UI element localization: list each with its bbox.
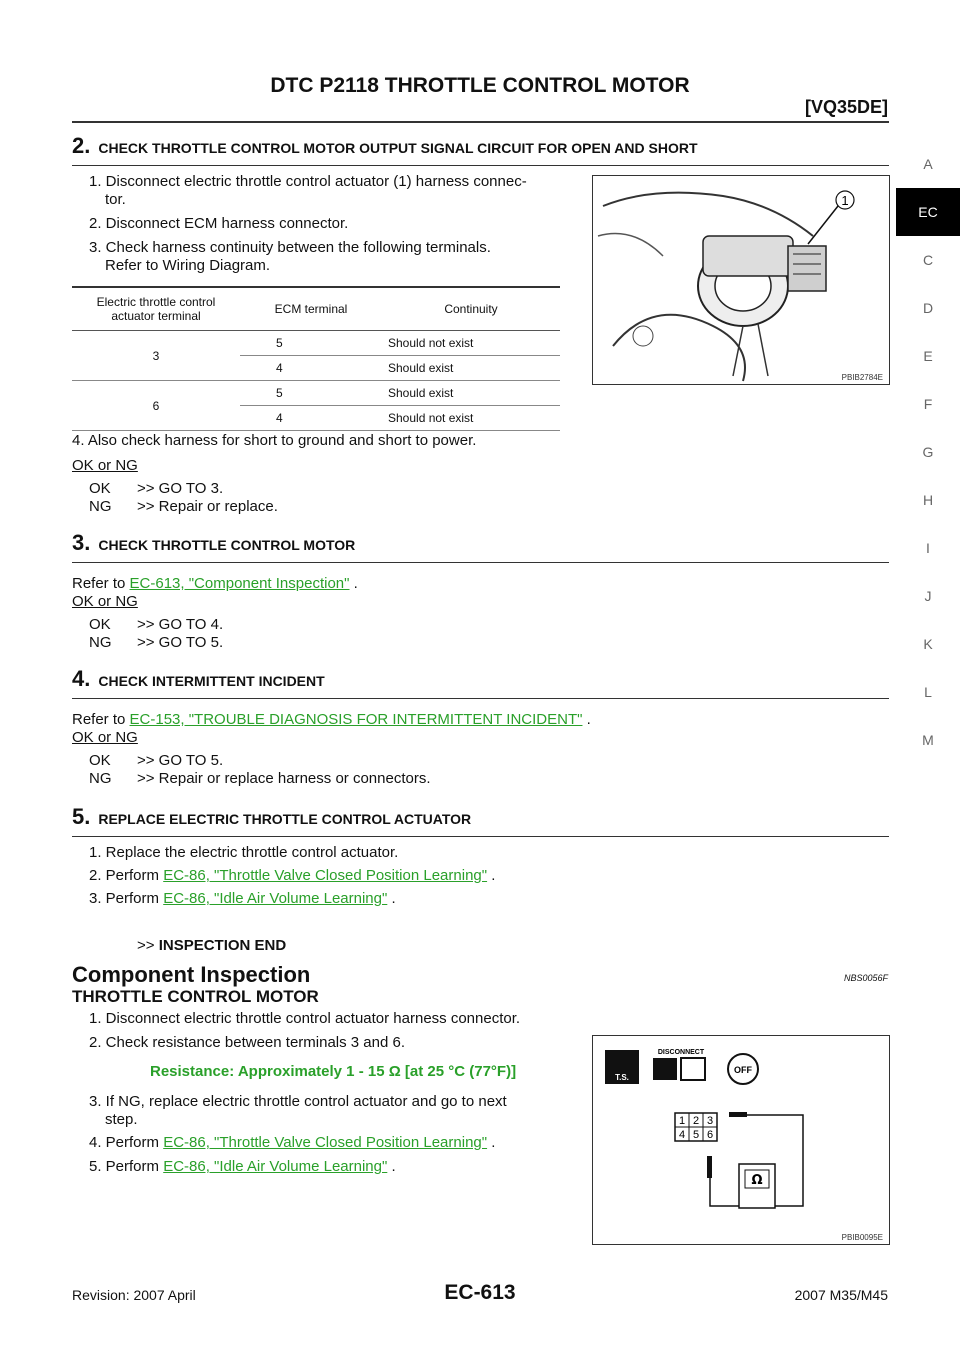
disconnect-icon	[653, 1058, 677, 1080]
section-tab-g[interactable]: G	[922, 444, 934, 460]
step-title: REPLACE ELECTRIC THROTTLE CONTROL ACTUATOR	[98, 811, 472, 827]
column-header: Continuity	[382, 287, 560, 331]
idle-air-volume-learning-link[interactable]: EC-86, "Idle Air Volume Learning"	[163, 890, 388, 907]
resistance-check-figure	[592, 1035, 890, 1245]
step2-instructions	[89, 173, 569, 275]
terminal-label: 3	[706, 1115, 714, 1127]
step3-results	[89, 616, 223, 652]
engine-label: [VQ35DE]	[804, 97, 888, 117]
step-title: CHECK THROTTLE CONTROL MOTOR OUTPUT SIGNAL CIRCUIT FOR OPEN AND SHORT	[98, 140, 698, 156]
inspection-end: >> INSPECTION END	[137, 937, 287, 954]
ok-or-ng-label: OK or NG	[72, 593, 138, 610]
terminal-label: 2	[692, 1115, 700, 1127]
section-tab-a[interactable]: A	[923, 156, 933, 172]
section-tab-ec[interactable]: EC	[896, 188, 960, 236]
table-cell: 5	[240, 381, 382, 406]
svg-text:T.S.: T.S.	[615, 1073, 629, 1082]
section-tab-d[interactable]: D	[922, 300, 934, 316]
comp-item1: 1. Disconnect electric throttle control actuator harness connector.	[89, 1010, 521, 1027]
component-inspection-link[interactable]: EC-613, "Component Inspection"	[129, 575, 350, 592]
list-item: tor.	[105, 191, 126, 208]
step5-item1: 1. Replace the electric throttle control actuator.	[89, 844, 399, 861]
section-tab-m[interactable]: M	[922, 732, 934, 748]
result-row: NG >> Repair or replace.	[89, 498, 278, 515]
callout-label: 1	[841, 193, 849, 208]
resistance-check-diagram	[593, 1036, 889, 1244]
table-cell: Should not exist	[382, 331, 560, 356]
ok-or-ng-label: OK or NG	[72, 729, 138, 746]
list-item: Refer to Wiring Diagram.	[105, 257, 271, 274]
resistance-spec: Resistance: Approximately 1 - 15 Ω [at 25 °C (77°F)]	[150, 1063, 517, 1080]
step-number: 5.	[72, 804, 91, 829]
throttle-actuator-figure	[592, 175, 890, 385]
section-tab-j[interactable]: J	[924, 588, 932, 604]
step2-item4: 4. Also check harness for short to ground and short to power.	[72, 432, 477, 449]
column-header: ECM terminal	[240, 287, 382, 331]
comp-item2: 2. Check resistance between terminals 3 and 6.	[89, 1034, 406, 1051]
component-inspection-title: Component Inspection	[72, 962, 311, 987]
result-row: NG >> GO TO 5.	[89, 634, 224, 651]
header-rule	[72, 121, 889, 123]
step4-heading	[72, 666, 889, 699]
step-number: 3.	[72, 530, 91, 555]
section-code: NBS0056F	[843, 973, 888, 983]
result-row: OK >> GO TO 4.	[89, 616, 224, 633]
table-cell: Should not exist	[382, 406, 560, 431]
table-cell: 4	[240, 356, 382, 381]
page-number: EC-613	[444, 1281, 516, 1304]
result-row: OK >> GO TO 5.	[89, 752, 224, 769]
step-title: CHECK INTERMITTENT INCIDENT	[98, 673, 325, 689]
table-cell: 3	[72, 331, 240, 381]
terminal-label: 1	[678, 1115, 686, 1127]
step4-refer: Refer to EC-153, "TROUBLE DIAGNOSIS FOR INTERMITTENT INCIDENT" .	[72, 711, 591, 728]
step2-heading	[72, 133, 889, 166]
terminal-label: 6	[706, 1129, 714, 1141]
section-tab-e[interactable]: E	[923, 348, 933, 364]
section-tab-i[interactable]: I	[926, 540, 930, 556]
result-row: NG >> Repair or replace harness or connectors.	[89, 770, 431, 787]
step2-results	[89, 480, 278, 516]
step3-refer: Refer to EC-613, "Component Inspection" .	[72, 575, 358, 592]
list-item: 2. Disconnect ECM harness connector.	[89, 215, 349, 232]
step5-heading	[72, 804, 889, 837]
terminal-label: 4	[678, 1129, 686, 1141]
figure-caption: PBIB2784E	[841, 373, 883, 382]
ok-or-ng-label: OK or NG	[72, 457, 138, 474]
list-item: 1. Disconnect electric throttle control actuator (1) harness connec-	[89, 173, 527, 190]
page-title: DTC P2118 THROTTLE CONTROL MOTOR	[270, 74, 690, 97]
step5-item2: 2. Perform EC-86, "Throttle Valve Closed Position Learning" .	[89, 867, 496, 884]
table-row	[72, 381, 560, 406]
section-tab-f[interactable]: F	[923, 396, 933, 412]
model-label: 2007 M35/M45	[794, 1287, 888, 1303]
comp-item4: 4. Perform EC-86, "Throttle Valve Closed Position Learning" .	[89, 1134, 496, 1151]
column-header: Electric throttle control actuator terminal	[72, 287, 240, 331]
table-cell: 6	[72, 381, 240, 431]
table-cell: 4	[240, 406, 382, 431]
section-tab-l[interactable]: L	[924, 684, 932, 700]
section-tab-h[interactable]: H	[922, 492, 934, 508]
step5-item3: 3. Perform EC-86, "Idle Air Volume Learning" .	[89, 890, 396, 907]
comp-item5: 5. Perform EC-86, "Idle Air Volume Learning" .	[89, 1158, 396, 1175]
throttle-valve-learning-link[interactable]: EC-86, "Throttle Valve Closed Position Learning"	[163, 867, 488, 884]
table-cell: 5	[240, 331, 382, 356]
step-number: 4.	[72, 666, 91, 691]
result-row: OK >> GO TO 3.	[89, 480, 224, 497]
section-tab-k[interactable]: K	[923, 636, 933, 652]
section-tab-c[interactable]: C	[922, 252, 934, 268]
throttle-actuator-illustration	[593, 176, 889, 384]
idle-air-volume-learning-link[interactable]: EC-86, "Idle Air Volume Learning"	[163, 1158, 388, 1175]
list-item: 3. Check harness continuity between the following terminals.	[89, 239, 491, 256]
svg-text:OFF: OFF	[734, 1065, 752, 1075]
figure-caption: PBIB0095E	[841, 1233, 883, 1242]
svg-text:Ω: Ω	[751, 1173, 763, 1188]
step3-heading	[72, 530, 889, 563]
table-header-row	[72, 287, 560, 331]
table-row	[72, 331, 560, 356]
section-index	[896, 140, 960, 764]
table-cell: Should exist	[382, 356, 560, 381]
table-cell: Should exist	[382, 381, 560, 406]
revision-label: Revision: 2007 April	[72, 1287, 196, 1303]
step-title: CHECK THROTTLE CONTROL MOTOR	[98, 537, 356, 553]
step-number: 2.	[72, 133, 91, 158]
terminal-label: 5	[692, 1129, 700, 1141]
throttle-motor-subtitle: THROTTLE CONTROL MOTOR	[72, 987, 319, 1006]
throttle-valve-learning-link[interactable]: EC-86, "Throttle Valve Closed Position Learning"	[163, 1134, 488, 1151]
step4-results	[89, 752, 431, 788]
intermittent-incident-link[interactable]: EC-153, "TROUBLE DIAGNOSIS FOR INTERMITTENT INCIDENT"	[129, 711, 583, 728]
disconnect-label: DISCONNECT	[657, 1049, 705, 1056]
continuity-table	[72, 286, 560, 431]
comp-item3: 3. If NG, replace electric throttle control actuator and go to next step.	[89, 1093, 507, 1128]
